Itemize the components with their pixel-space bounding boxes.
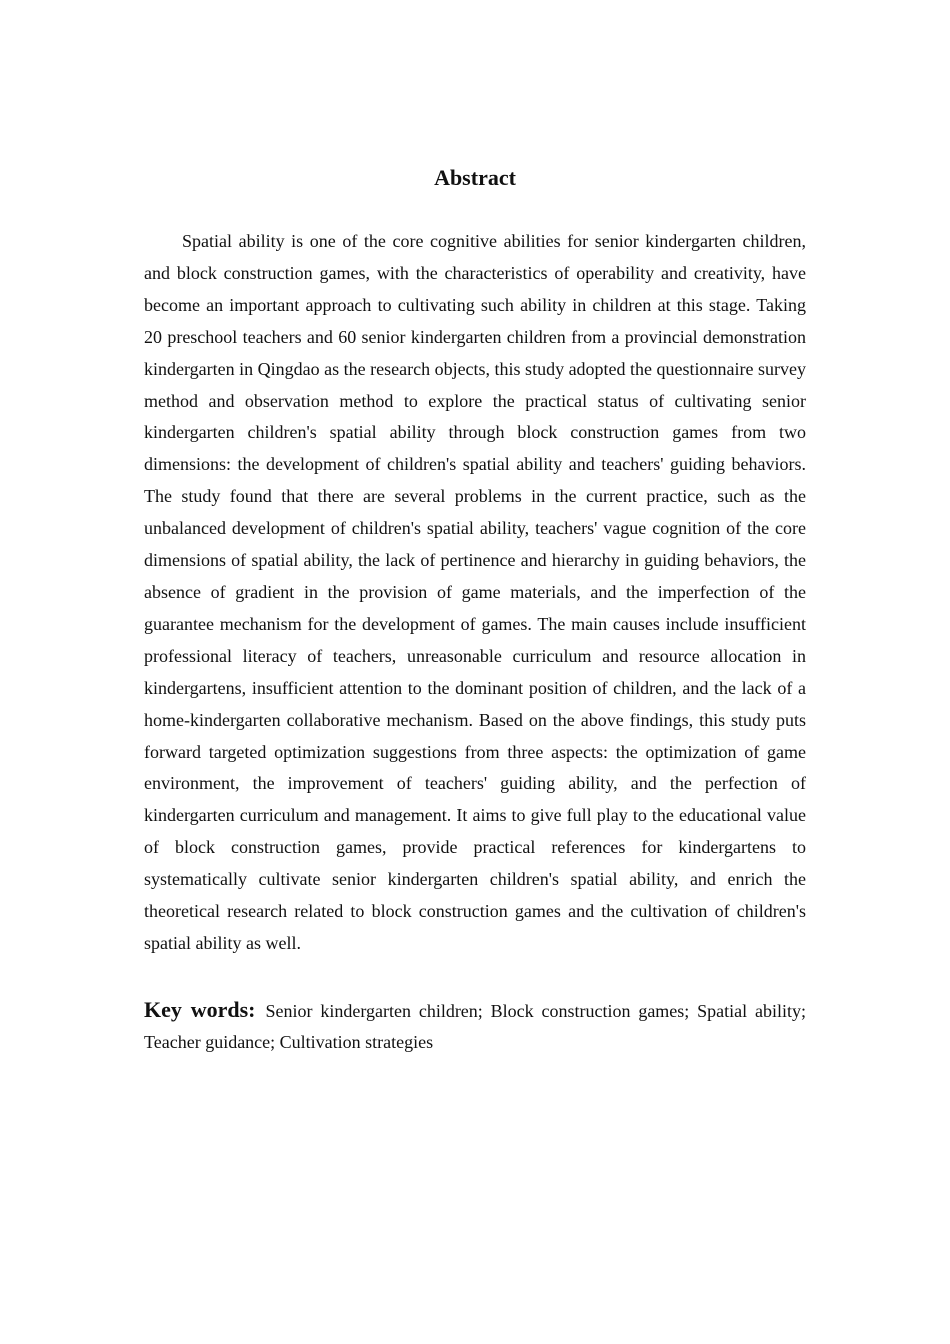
keywords-text: Senior kindergarten children; Block construction games; Spatial ability; Teacher guidance; Cultivation strategies [144,1000,806,1053]
keywords-label: Key words: [144,996,256,1022]
abstract-title: Abstract [434,165,516,190]
keywords-block [144,994,806,1059]
abstract-body: Spatial ability is one of the core cognitive abilities for senior kindergarten children, and block construction games, with the characteristics of operability and creativity, have become an important approach to cultivating such ability in children at this stage. Taking 20 preschool teachers and 60 senior kindergarten children from a provincial demonstration kindergarten in Qingdao as the research objects, this study adopted the questionnaire survey method and observation method to explore the practical status of cultivating senior kindergarten children's spatial ability through block construction games from two dimensions: the development of children's spatial ability and teachers' guiding behaviors. The study found that there are several problems in the current practice, such as the unbalanced development of children's spatial ability, teachers' vague cognition of the core dimensions of spatial ability, the lack of pertinence and hierarchy in guiding behaviors, the absence of gradient in the provision of game materials, and the imperfection of the guarantee mechanism for the development of games. The main causes include insufficient professional literacy of teachers, unreasonable curriculum and resource allocation in kindergartens, insufficient attention to the dominant position of children, and the lack of a home-kindergarten collaborative mechanism. Based on the above findings, this study puts forward targeted optimization suggestions from three aspects: the optimization of game environment, the improvement of teachers' guiding ability, and the perfection of kindergarten curriculum and management. It aims to give full play to the educational value of block construction games, provide practical references for kindergartens to systematically cultivate senior kindergarten children's spatial ability, and enrich the theoretical research related to block construction games and the cultivation of children's spatial ability as well. [144,231,806,953]
abstract-page [144,162,806,1059]
